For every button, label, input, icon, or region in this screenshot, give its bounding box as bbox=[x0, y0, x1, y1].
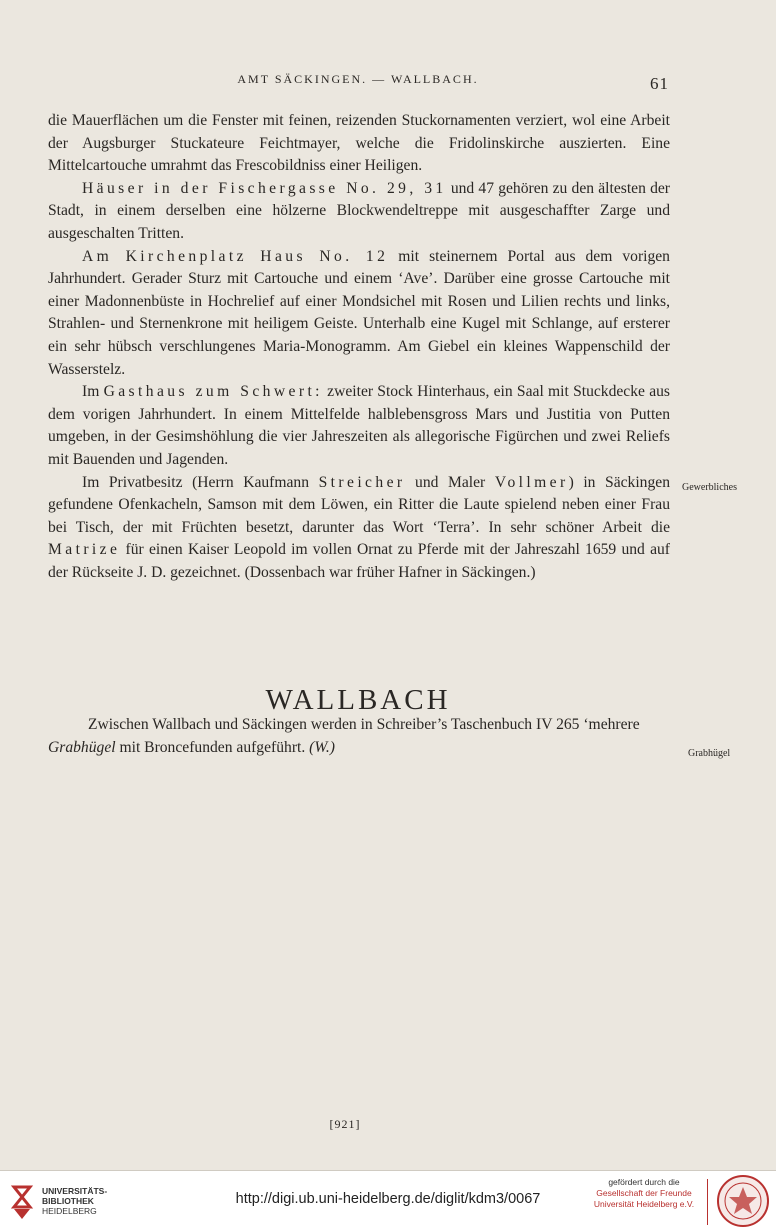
paragraph-text: mit steinernem Portal aus dem vorigen Jahrhundert. Gerader Sturz mit Cartouche und einem ‘Ave’. Darüber eine grosse Cartouche mit einer Madonnenbüste in Hochrelief auf einer Mondsichel mit Rosen und Lilien rechts und links, Strahlen- und Sternenkrone mit heiligem Geiste. Unterhalb eine Kugel mit Schlange, auf ersterer ein sehr hübsch verschlungenes Maria-Monogramm. Am Giebel ein kleines Wappenschild der Wasserstelz. bbox=[48, 247, 670, 378]
funder-line: Gesellschaft der Freunde bbox=[596, 1188, 692, 1198]
paragraph-1: die Mauerflächen um die Fenster mit feinen, reizenden Stuckornamenten verziert, wol eine Arbeit der Augsburger Stuckateure Feichtmayer, welche die Fridolinskirche auszierten. Eine Mittelcartouche umrahmt das Frescobildniss einer Heiligen. bbox=[48, 112, 670, 175]
paragraph-3 bbox=[48, 246, 670, 382]
funder-line: gefördert durch die bbox=[608, 1177, 680, 1187]
library-name-line: BIBLIOTHEK bbox=[42, 1196, 94, 1206]
funder-credit bbox=[584, 1177, 704, 1210]
paragraph-text: Im bbox=[82, 383, 104, 401]
permalink-url[interactable]: http://digi.ub.uni-heidelberg.de/diglit/kdm3/0067 bbox=[235, 1191, 541, 1207]
footer-divider bbox=[707, 1179, 708, 1225]
author-mark: (W.) bbox=[309, 738, 335, 756]
paragraph-5 bbox=[48, 472, 670, 585]
spaced-text: Häuser in der Fischergasse No. 29, 31 bbox=[82, 179, 447, 197]
paragraph-text: Im Privatbesitz (Herrn Kaufmann bbox=[82, 473, 319, 491]
library-name-line: UNIVERSITÄTS- bbox=[42, 1186, 108, 1196]
spaced-text: Matrize bbox=[48, 541, 121, 559]
paragraph-text: mit Broncefunden aufgeführt. bbox=[115, 738, 310, 756]
footer-bar bbox=[0, 1170, 776, 1232]
spaced-text: Am Kirchenplatz Haus No. 12 bbox=[82, 247, 389, 265]
paragraph-text: zweiter Stock Hinterhaus, ein Saal mit Stuckdecke aus dem vorigen Jahrhundert. In einem Mittelfelde halblebensgross Mars und Justitia von Putten umgeben, in der Gesimshöhlung die vier Jahreszeiten als allegorische Figürchen und zwei Reliefs mit Bauenden und Jagenden. bbox=[48, 383, 670, 468]
spaced-text: Vollmer bbox=[494, 473, 569, 491]
body-text bbox=[48, 110, 670, 584]
paragraph-text: und 47 gehören zu den ältesten der Stadt, in einem derselben eine hölzerne Blockwendeltreppe mit ausgeschaffter Zarge und ausgeschalten Tritten. bbox=[48, 179, 670, 242]
margin-note-gewerbliches: Gewerbliches bbox=[682, 482, 737, 493]
spaced-text: Streicher bbox=[318, 473, 406, 491]
paragraph-text: für einen Kaiser Leopold im vollen Ornat zu Pferde mit der Jahreszahl 1659 und auf der Rückseite J. D. gezeichnet. (Dossenbach war früher Hafner in Säckingen.) bbox=[48, 541, 670, 581]
page-number: 61 bbox=[650, 74, 669, 93]
library-name-line: HEIDELBERG bbox=[42, 1206, 97, 1216]
margin-note-grabhuegel: Grabhügel bbox=[688, 748, 731, 759]
section-heading: WALLBACH bbox=[265, 684, 451, 717]
paragraph-text: und Maler bbox=[405, 473, 495, 491]
paragraph-2 bbox=[48, 178, 670, 246]
running-head: AMT SÄCKINGEN. — WALLBACH. bbox=[237, 72, 479, 86]
section-text bbox=[48, 714, 670, 759]
paragraph-4 bbox=[48, 381, 670, 471]
funder-line: Universität Heidelberg e.V. bbox=[593, 1199, 695, 1209]
paragraph-text: ) in Säckingen gefundene Ofenkacheln, Samson mit dem Löwen, ein Ritter die Laute spielend neben einer Frau bei Tisch, der mit Früchten besetzt, darunter das Wort ‘Terra’. In sehr schöner Arbeit die bbox=[48, 473, 670, 536]
paragraph-text: Zwischen Wallbach und Säckingen werden in Schreiber’s Taschenbuch IV 265 ‘mehrere bbox=[88, 716, 640, 733]
spaced-text: Gasthaus zum Schwert: bbox=[103, 383, 323, 401]
italic-text: Grabhügel bbox=[48, 738, 116, 756]
section-paragraph bbox=[48, 714, 670, 759]
university-seal-icon bbox=[716, 1174, 770, 1228]
folio-number: [921] bbox=[329, 1117, 361, 1131]
